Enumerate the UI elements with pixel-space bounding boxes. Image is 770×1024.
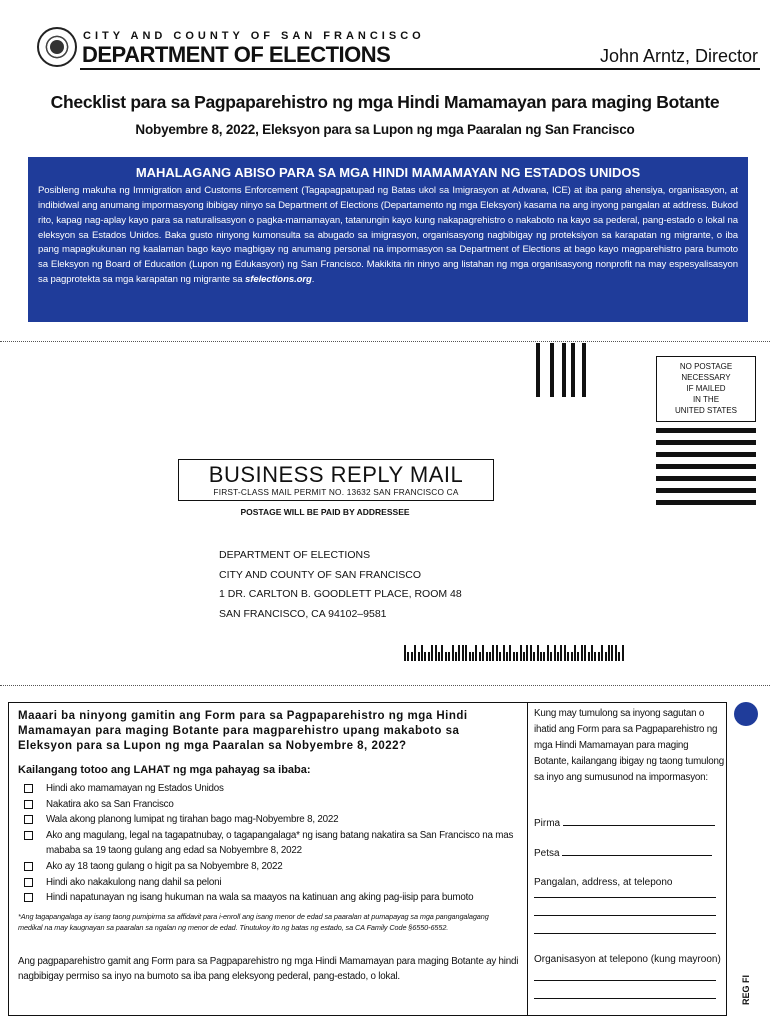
date-field[interactable]: Petsa xyxy=(534,846,712,859)
barcode-bar xyxy=(428,652,430,661)
business-reply-title: BUSINESS REPLY MAIL xyxy=(208,462,464,487)
blue-dot-marker xyxy=(734,702,758,726)
address-line: 1 DR. CARLTON B. GOODLETT PLACE, ROOM 48 xyxy=(219,588,462,601)
barcode-bar xyxy=(506,652,508,661)
barcode-bar xyxy=(516,652,518,661)
checklist-item: Nakatira ako sa San Francisco xyxy=(22,797,522,813)
barcode-bar xyxy=(591,645,593,661)
barcode-bar xyxy=(479,652,481,661)
barcode-bar xyxy=(441,645,443,661)
barcode-bar xyxy=(526,645,528,661)
sfelections-link[interactable]: sfelections.org xyxy=(245,274,312,286)
fold-line-bottom xyxy=(0,685,770,686)
barcode-bar xyxy=(557,652,559,661)
barcode-bar xyxy=(594,652,596,661)
barcode-bar xyxy=(421,645,423,661)
no-postage-box xyxy=(656,356,756,422)
barcode-bar xyxy=(537,645,539,661)
checklist-item: Hindi ako mamamayan ng Estados Unidos xyxy=(22,781,522,797)
director-name: John Arntz, Director xyxy=(599,46,758,66)
barcode-bar xyxy=(404,645,406,661)
barcode-bar xyxy=(445,652,447,661)
barcode-bar xyxy=(458,645,460,661)
permit-line: FIRST-CLASS MAIL PERMIT NO. 13632 SAN FRANCISCO CA xyxy=(213,487,459,497)
checkbox[interactable] xyxy=(24,862,33,871)
barcode-bar xyxy=(499,652,501,661)
requirements-heading: Kailangang totoo ang LAHAT ng mga pahayag sa ibaba: xyxy=(18,764,311,776)
name-address-phone-label: Pangalan, address, at telepono xyxy=(534,877,673,888)
barcode-bar xyxy=(577,652,579,661)
header-divider xyxy=(80,68,760,70)
barcode-bar xyxy=(622,645,624,661)
page-title: Checklist para sa Pagpaparehistro ng mga Hindi Mamamayan para maging Botante xyxy=(50,92,720,112)
barcode-bar xyxy=(540,652,542,661)
postal-barcode xyxy=(404,645,626,661)
organization-phone-label: Organisasyon at telepono (kung mayroon) xyxy=(534,954,721,965)
barcode-bar xyxy=(550,652,552,661)
checklist-item: Hindi napatunayan ng isang hukuman na wala sa maayos na katinuan ang aking pag-iisip para bumoto xyxy=(22,890,522,906)
barcode-bar xyxy=(475,645,477,661)
notice-body xyxy=(38,184,738,288)
barcode-bar xyxy=(615,645,617,661)
barcode-bar xyxy=(496,645,498,661)
form-code: REG FI xyxy=(741,975,751,1006)
barcode-bar xyxy=(530,645,532,661)
barcode-bar xyxy=(598,652,600,661)
barcode-bar xyxy=(571,652,573,661)
organization-phone-line[interactable] xyxy=(534,980,716,981)
barcode-bar xyxy=(411,652,413,661)
barcode-bar xyxy=(523,652,525,661)
voting-limitation-text: Ang pagpaparehistro gamit ang Form para sa Pagpaparehistro ng mga Hindi Mamamayan para maging Botante ay hindi nagbibigay permiso sa inyo na bumoto sa iba pang eleksyong pederal, pang-estado, o lokal. xyxy=(18,956,519,982)
barcode-bar xyxy=(618,652,620,661)
barcode-bar xyxy=(588,652,590,661)
postage-paid-line: POSTAGE WILL BE PAID BY ADDRESSEE xyxy=(240,507,410,517)
barcode-bar xyxy=(611,645,613,661)
barcode-bar xyxy=(574,645,576,661)
barcode-bar xyxy=(564,645,566,661)
name-address-phone-line[interactable] xyxy=(534,897,716,898)
checkbox[interactable] xyxy=(24,893,33,902)
checkbox[interactable] xyxy=(24,784,33,793)
barcode-bar xyxy=(608,645,610,661)
fold-line-top xyxy=(0,341,770,342)
barcode-bar xyxy=(509,645,511,661)
barcode-bar xyxy=(472,652,474,661)
checklist-item: Ako ang magulang, legal na tagapatnubay, o tagapangalaga* ng isang batang nakatira sa San Francisco na mas mababa sa 19 taong gulang ang edad sa Nobyembre 8, 2022 xyxy=(22,828,522,859)
barcode-bar xyxy=(605,652,607,661)
page-subtitle: Nobyembre 8, 2022, Eleksyon para sa Lupon ng mga Paaralan ng San Francisco xyxy=(135,122,635,137)
checkbox[interactable] xyxy=(24,815,33,824)
barcode-bar xyxy=(581,645,583,661)
barcode-bar xyxy=(547,645,549,661)
city-county-heading: CITY AND COUNTY OF SAN FRANCISCO xyxy=(83,30,425,42)
barcode-bar xyxy=(492,645,494,661)
checklist-item: Ako ay 18 taong gulang o higit pa sa Nobyembre 8, 2022 xyxy=(22,859,522,875)
barcode-bar xyxy=(486,652,488,661)
assistant-instructions: Kung may tumulong sa inyong sagutan o ihatid ang Form para sa Pagpaparehistro ng mga Hindi Mamamayan para maging Botante, kailangang ibigay ng taong tumulong sa inyo ang sumusunod na impormasyon: xyxy=(534,708,725,783)
eligibility-checklist xyxy=(22,781,522,906)
address-line: DEPARTMENT OF ELECTIONS xyxy=(219,549,371,561)
address-line: CITY AND COUNTY OF SAN FRANCISCO xyxy=(219,568,422,581)
barcode-bar xyxy=(489,652,491,661)
barcode-bar xyxy=(567,652,569,661)
checkbox[interactable] xyxy=(24,831,33,840)
barcode-bar xyxy=(462,645,464,661)
checkbox[interactable] xyxy=(24,800,33,809)
barcode-bar xyxy=(407,652,409,661)
name-address-phone-line[interactable] xyxy=(534,915,716,916)
notice-text: Posibleng makuha ng Immigration and Customs Enforcement (Tagapagpatupad ng Batas ukol sa Imigrasyon at Adwana, ICE) at iba pang ahensiya, organisasyon, at indibidwal ang anumang impormasyong ibibigay ninyo sa Department of Elections (Departamento ng mga Eleksyon) kasama na ang inyong pangalan at address. Bukod rito, kapag nag-aplay kayo para sa naturalisasyon o pagka-mamamayan, tatanungin kayo kung nakapagrehistro o nakaboto na kayo sa pederal, pang-estado o lokal na eleksyon sa Estados Unidos. Baka gusto ninyong kumonsulta sa abugado sa imigrasyon, organisasyong nagbibigay ng proteksiyon sa karapatan ng migrante, o iba pang mapagkukunan ng kaalaman bago kayo magbigay ng anumang personal na impormasyon sa Department of Elections at bago kayo magparehistro para bumoto sa Eleksyon ng Board of Education (Lupon ng Edukasyon) ng San Francisco. Makikita rin ninyo ang listahan ng mga organisasyong nonprofit na may espesyalisasyon sa pagprotekta sa mga karapatan ng migrante sa xyxy=(38,185,738,286)
barcode-bar xyxy=(414,645,416,661)
barcode-bar xyxy=(503,645,505,661)
barcode-bar xyxy=(533,652,535,661)
barcode-bar xyxy=(448,652,450,661)
barcode-bar xyxy=(418,652,420,661)
barcode-bar xyxy=(554,645,556,661)
barcode-bar xyxy=(601,645,603,661)
checklist-item: Hindi ako nakakulong nang dahil sa peloni xyxy=(22,875,522,891)
name-address-phone-line[interactable] xyxy=(534,933,716,934)
barcode-bar xyxy=(543,652,545,661)
notice-title: MAHALAGANG ABISO PARA SA MGA HINDI MAMAMAYAN NG ESTADOS UNIDOS xyxy=(135,165,641,180)
city-seal-icon xyxy=(37,27,77,67)
barcode-bar xyxy=(482,645,484,661)
barcode-bar xyxy=(469,652,471,661)
barcode-bar xyxy=(513,652,515,661)
no-postage-text: NO POSTAGE NECESSARY IF MAILED IN THE UNITED STATES xyxy=(675,362,737,415)
barcode-bar xyxy=(465,645,467,661)
signature-field[interactable]: Pirma xyxy=(534,816,715,829)
eligibility-question: Maaari ba ninyong gamitin ang Form para sa Pagpaparehistro ng mga Hindi Mamamayan para maging Botante para magparehistro upang makaboto sa Eleksyon para sa Lupon ng mga Paaralan sa Nobyembre 8, 2022? xyxy=(18,710,468,752)
barcode-bar xyxy=(560,645,562,661)
checkbox[interactable] xyxy=(24,878,33,887)
department-heading: DEPARTMENT OF ELECTIONS xyxy=(82,42,391,67)
notice-end: . xyxy=(311,274,315,286)
barcode-bar xyxy=(455,652,457,661)
mailing-address xyxy=(219,546,462,625)
caregiver-footnote: *Ang tagapangalaga ay isang taong pumipirma sa affidavit para i-enroll ang isang menor de edad sa paaralan at pumapayag sa mga pangangalagang medikal na may kaugnayan sa paaralan sa ngalan ng menor de edad. Tinutukoy ito ng batas ng estado, sa CA Family Code §6550-6552. xyxy=(18,912,489,932)
business-reply-box xyxy=(178,459,494,501)
important-notice-box xyxy=(28,157,748,322)
barcode-bar xyxy=(424,652,426,661)
checklist-item: Wala akong planong lumipat ng tirahan bago mag-Nobyembre 8, 2022 xyxy=(22,812,522,828)
address-line: SAN FRANCISCO, CA 94102–9581 xyxy=(219,608,387,621)
barcode-bar xyxy=(584,645,586,661)
fim-barcode xyxy=(536,343,586,397)
organization-phone-line[interactable] xyxy=(534,998,716,999)
barcode-bar xyxy=(438,652,440,661)
barcode-bar xyxy=(452,645,454,661)
barcode-bar xyxy=(431,645,433,661)
barcode-bar xyxy=(520,645,522,661)
barcode-bar xyxy=(435,645,437,661)
